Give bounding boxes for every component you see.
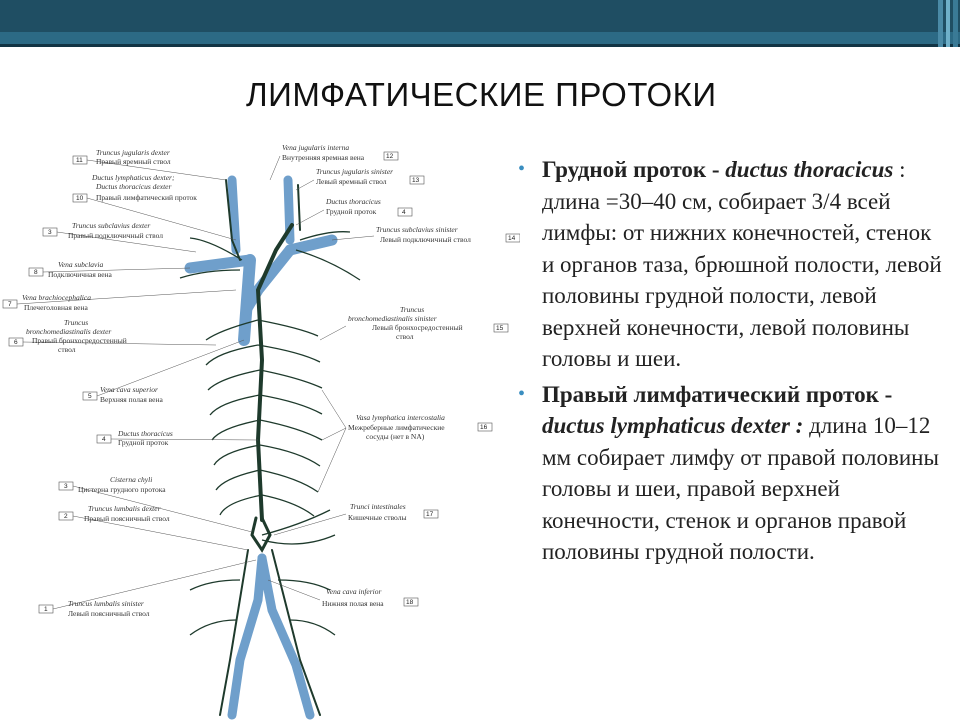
label-latin: Vena brachiocephalica xyxy=(22,293,91,302)
label-ru: Плечеголовная вена xyxy=(24,303,88,312)
svg-text:Правый бронхосредостенный: Правый бронхосредостенный xyxy=(32,336,127,345)
label-ru: Подключичная вена xyxy=(48,270,112,279)
label-ru: Верхняя полая вена xyxy=(100,395,163,404)
slide-title: ЛИМФАТИЧЕСКИЕ ПРОТОКИ xyxy=(246,76,717,113)
label-ru: Внутренняя яремная вена xyxy=(282,153,365,162)
label-latin: Vena cava superior xyxy=(100,385,158,394)
lymphatic-ducts-diagram xyxy=(0,140,520,720)
label-latin: Vena subclavia xyxy=(58,260,104,269)
svg-text:3: 3 xyxy=(48,229,52,236)
svg-text:bronchomediastinalis dexter: bronchomediastinalis dexter xyxy=(26,327,112,336)
svg-text:4: 4 xyxy=(402,209,406,216)
svg-text:18: 18 xyxy=(406,599,414,606)
svg-text:15: 15 xyxy=(496,325,504,332)
label-latin: Ductus thoracicus xyxy=(118,429,173,438)
bullet-thoracic-duct xyxy=(518,154,948,375)
svg-text:16: 16 xyxy=(480,424,488,431)
svg-text:Ductus lymphaticus dexter;: Ductus lymphaticus dexter; xyxy=(92,173,175,182)
label-ru: Левый яремный ствол xyxy=(316,177,387,186)
label-ru: Правый лимфатический проток xyxy=(96,193,197,202)
svg-text:bronchomediastinalis sinister: bronchomediastinalis sinister xyxy=(348,314,437,323)
svg-text:Межреберные лимфатические: Межреберные лимфатические xyxy=(348,423,445,432)
label-ru: Левый подключичный ствол xyxy=(380,235,471,244)
svg-text:11: 11 xyxy=(76,157,83,164)
svg-text:1: 1 xyxy=(44,606,48,613)
label-ru: Левый поясничный ствол xyxy=(68,609,150,618)
left-labels xyxy=(3,148,258,618)
svg-text:Левый бронхосредостенный: Левый бронхосредостенный xyxy=(372,323,463,332)
latin-thoracic-duct: ductus thoracicus xyxy=(725,157,894,182)
label-ru: Правый поясничный ствол xyxy=(84,514,170,523)
label-latin: Truncus lumbalis sinister xyxy=(68,599,144,608)
header-bar xyxy=(0,0,960,32)
label-latin: Trunci intestinales xyxy=(350,502,406,511)
label-latin: Truncus jugularis dexter xyxy=(96,148,170,157)
corner-decoration xyxy=(936,0,960,47)
term-dash: - xyxy=(706,157,726,182)
svg-text:Ductus thoracicus dexter: Ductus thoracicus dexter xyxy=(96,182,172,191)
label-ru: Нижняя полая вена xyxy=(322,599,384,608)
intercostal-vessels xyxy=(180,232,360,635)
label-ru: Кишечные стволы xyxy=(348,513,407,522)
label-latin: Ductus thoracicus xyxy=(326,197,381,206)
svg-text:12: 12 xyxy=(386,153,394,160)
right-lymphatic-duct-description: длина 10–12 мм собирает лимфу от правой половины головы и шеи, правой верхней конечности, стенок и органов правой половины грудной полости. xyxy=(542,413,939,564)
header-stripe xyxy=(0,32,960,44)
svg-text:10: 10 xyxy=(76,195,84,202)
svg-text:ствол: ствол xyxy=(58,345,76,354)
label-latin: Cisterna chyli xyxy=(110,475,153,484)
bullet-icon: • xyxy=(518,158,526,180)
header-edge xyxy=(0,44,960,47)
label-ru: Грудной проток xyxy=(118,438,169,447)
svg-text:Truncus: Truncus xyxy=(64,318,89,327)
label-latin: Truncus lumbalis dexter xyxy=(88,504,161,513)
svg-text:6: 6 xyxy=(14,339,18,346)
label-latin: Truncus jugularis sinister xyxy=(316,167,394,176)
latin-right-lymphatic-duct: ductus lymphaticus dexter : xyxy=(542,413,804,438)
svg-text:7: 7 xyxy=(8,301,12,308)
svg-text:13: 13 xyxy=(412,177,420,184)
svg-text:4: 4 xyxy=(102,436,106,443)
label-latin: Truncus subclavius sinister xyxy=(376,225,458,234)
right-labels xyxy=(268,143,520,608)
label-latin: Vena jugularis interna xyxy=(282,143,350,152)
label-latin: Vasa lymphatica intercostalia xyxy=(356,413,445,422)
description-text xyxy=(518,154,948,572)
label-ru: Грудной проток xyxy=(326,207,377,216)
bullet-icon: • xyxy=(518,382,526,405)
svg-text:сосуды (нет в NA): сосуды (нет в NA) xyxy=(366,432,425,441)
veins xyxy=(190,180,332,715)
label-ru: Правый подключичный ствол xyxy=(68,231,164,240)
svg-text:14: 14 xyxy=(508,235,516,242)
label-latin: Truncus subclavius dexter xyxy=(72,221,151,230)
term-dash: - xyxy=(878,381,893,407)
svg-text:3: 3 xyxy=(64,483,68,490)
term-thoracic-duct: Грудной проток xyxy=(542,157,707,182)
svg-text:Truncus: Truncus xyxy=(400,305,425,314)
svg-text:17: 17 xyxy=(426,511,434,518)
svg-text:8: 8 xyxy=(34,269,38,276)
label-latin: Vena cava inferior xyxy=(326,587,382,596)
label-ru: Правый яремный ствол xyxy=(96,157,171,166)
bullet-right-lymphatic-duct xyxy=(518,379,948,568)
svg-text:5: 5 xyxy=(88,393,92,400)
label-ru: Цистерна грудного протока xyxy=(78,485,166,494)
svg-text:ствол: ствол xyxy=(396,332,414,341)
svg-text:2: 2 xyxy=(64,513,68,520)
thoracic-duct-description: : длина =30–40 см, собирает 3/4 всей лимфы: от нижних конечностей, стенок и органов таза, брюшной полости, левой половины грудной полости, левой верхней конечности, левой половины головы и шеи. xyxy=(542,157,942,371)
term-right-lymphatic-duct: Правый лимфатический проток xyxy=(542,381,879,407)
